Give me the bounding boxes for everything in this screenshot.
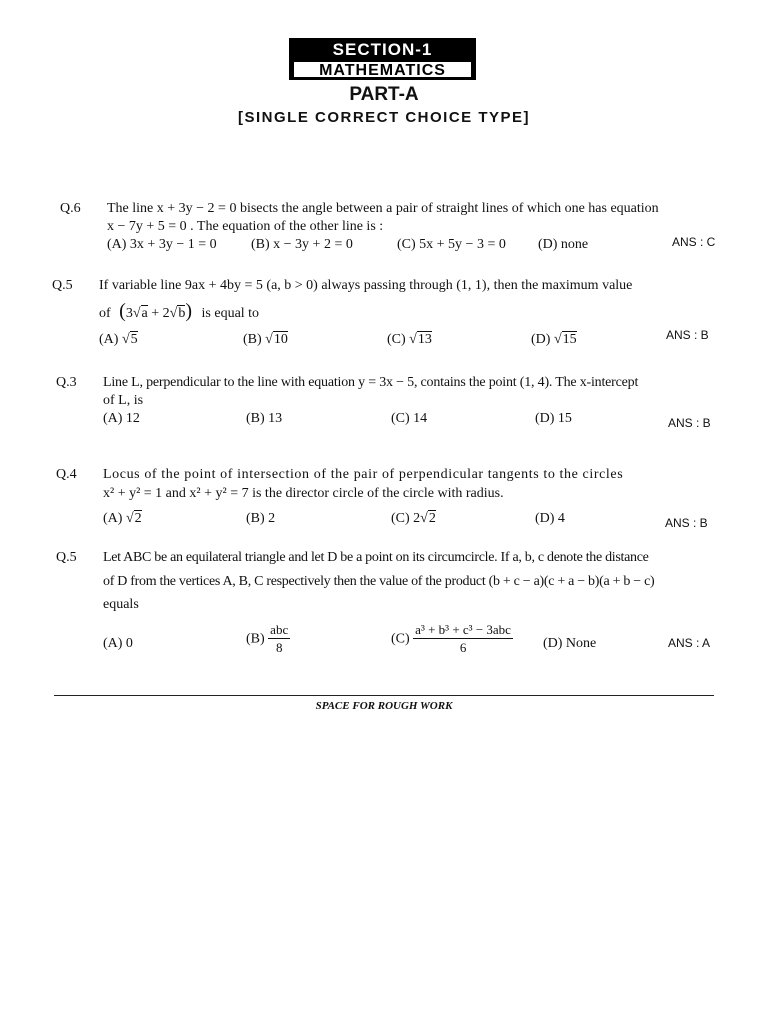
option-a: (A) 0	[103, 636, 133, 651]
option-c: (C) √13	[387, 332, 432, 347]
question-text: of D from the vertices A, B, C respectively then the value of the product (b + c − a)(c + a − b)(a + b − c)	[103, 574, 655, 589]
question-text: Line L, perpendicular to the line with equation y = 3x − 5, contains the point (1, 4). The x-intercept	[103, 375, 639, 390]
option-d: (D) 15	[535, 411, 572, 426]
question-text: The line x + 3y − 2 = 0 bisects the angle between a pair of straight lines of which one has equation	[107, 201, 659, 216]
option-a: (A) √5	[99, 332, 138, 347]
answer-label: ANS : A	[668, 636, 711, 650]
divider	[54, 695, 714, 696]
expr-radicand: a	[141, 306, 148, 321]
question-type-title: [SINGLE CORRECT CHOICE TYPE]	[237, 109, 530, 126]
answer-label: ANS : B	[668, 416, 711, 430]
expr-coef: 3	[125, 306, 133, 321]
option-b: (B) 13	[246, 411, 283, 426]
part-title: PART-A	[349, 84, 419, 105]
answer-label: ANS : B	[665, 516, 708, 530]
paren-close: )	[185, 300, 193, 322]
question-text-expression	[99, 302, 259, 323]
sqrt-icon: √	[132, 306, 141, 321]
fraction: $\frac{\text{a³ + b³ + c³ − 3abc}}{6}$	[415, 622, 511, 655]
option-c: (C) $\frac{\text{a³ + b³ + c³ − 3abc}}{6}$	[391, 622, 511, 655]
option-d: (D) None	[543, 636, 597, 651]
answer-label: ANS : B	[666, 328, 709, 342]
question-number: Q.3	[56, 375, 77, 390]
question-text: Let ABC be an equilateral triangle and let D be a point on its circumcircle. If a, b, c denote the distance	[103, 550, 649, 565]
section-title: SECTION-1	[291, 40, 474, 60]
question-text: x − 7y + 5 = 0 . The equation of the other line is :	[107, 219, 384, 234]
question-text: x² + y² = 1 and x² + y² = 7 is the director circle of the circle with radius.	[103, 486, 504, 501]
paren-open: (	[119, 300, 126, 322]
question-text: Locus of the point of intersection of the pair of perpendicular tangents to the circles	[103, 467, 624, 482]
rough-work-label: SPACE FOR ROUGH WORK	[315, 700, 453, 712]
option-b: (B) x − 3y + 2 = 0	[251, 237, 353, 252]
option-d: (D) 4	[535, 511, 565, 526]
question-number: Q.6	[60, 201, 81, 216]
question-text-prefix: of	[99, 306, 111, 321]
question-text-suffix: is equal to	[201, 306, 260, 321]
option-b: (B) $\frac{\text{abc}}{8}$	[246, 622, 289, 655]
sqrt-icon: √	[420, 511, 428, 526]
sqrt-icon: √	[125, 511, 134, 526]
subject-title: MATHEMATICS	[293, 61, 472, 78]
sqrt-icon: √	[121, 332, 130, 347]
question-text: of L, is	[103, 393, 144, 408]
option-c: (C) 5x + 5y − 3 = 0	[397, 237, 506, 252]
option-d: (D) none	[538, 237, 589, 252]
question-text: equals	[103, 597, 139, 612]
option-d: (D) √15	[531, 332, 577, 347]
question-number: Q.5	[52, 278, 73, 293]
answer-label: ANS : C	[672, 235, 716, 249]
section-header-box	[289, 38, 476, 80]
option-b: (B) 2	[246, 511, 276, 526]
expr-radicand: b	[178, 306, 186, 321]
question-number: Q.5	[56, 550, 77, 565]
sqrt-icon: √	[553, 332, 562, 347]
question-text: If variable line 9ax + 4by = 5 (a, b > 0) always passing through (1, 1), then the maximum value	[99, 278, 633, 293]
sqrt-icon: √	[265, 332, 273, 347]
expr-operator: + 2	[151, 306, 170, 321]
sqrt-icon: √	[169, 306, 178, 321]
fraction: $\frac{\text{abc}}{8}$	[270, 622, 289, 655]
option-a: (A) 12	[103, 411, 140, 426]
option-b: (B) √10	[243, 332, 288, 347]
option-a: (A) 3x + 3y − 1 = 0	[107, 237, 217, 252]
option-c: (C) 14	[391, 411, 428, 426]
sqrt-icon: √	[409, 332, 417, 347]
option-c: (C) 2√2	[391, 511, 436, 526]
question-number: Q.4	[56, 467, 77, 482]
option-a: (A) √2	[103, 511, 142, 526]
